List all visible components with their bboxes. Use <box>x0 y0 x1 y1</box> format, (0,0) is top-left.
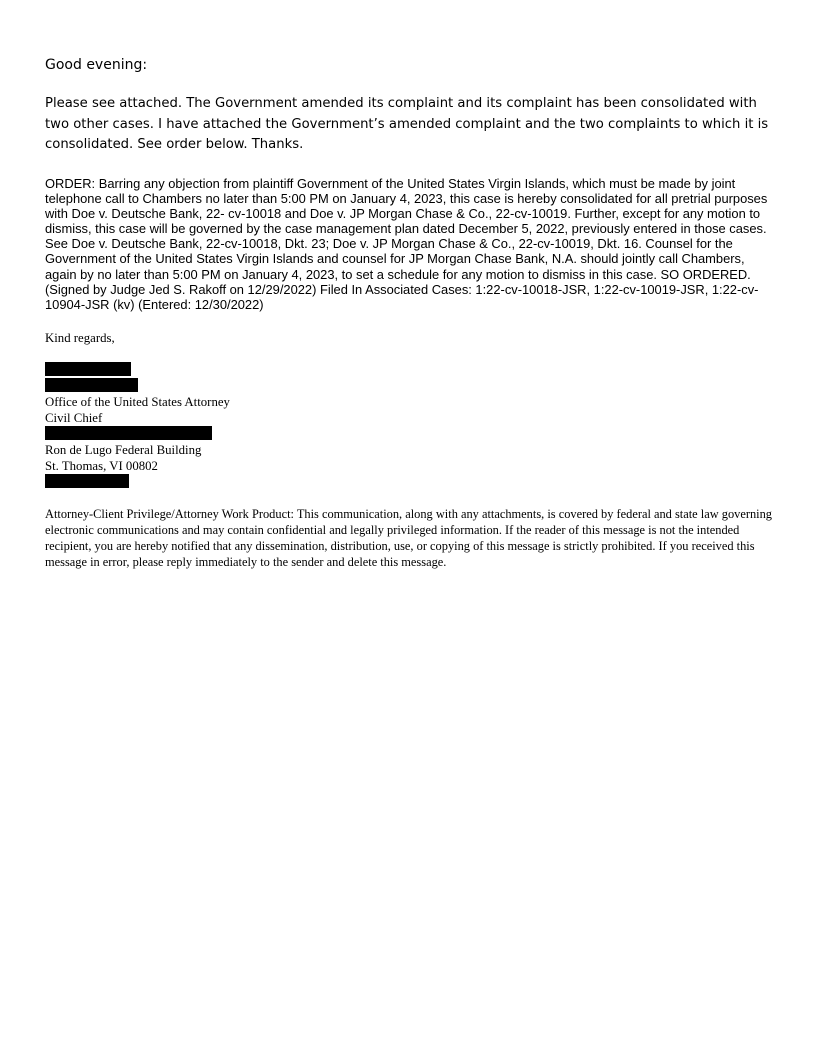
redacted-sender-name <box>45 362 131 376</box>
redacted-address-line <box>45 426 212 440</box>
redacted-phone <box>45 474 129 488</box>
privilege-notice: Attorney-Client Privilege/Attorney Work Product: This communication, along with any attachments, is covered by federal and state law governing electronic communications and may contain confidential and legally privileged information. If the reader of this message is not the intended recipient, you are hereby notified that any dissemination, distribution, use, or copying of this message is strictly prohibited. If you received this message in error, please reply immediately to the sender and delete this message. <box>45 507 773 569</box>
intro-paragraph: Please see attached. The Government amended its complaint and its complaint has been consolidated with two other cases. I have attached the Government’s amended complaint and the two complaints to which it is consolidated. See order below. Thanks. <box>45 96 769 152</box>
signature-city: St. Thomas, VI 00802 <box>45 459 158 473</box>
court-order-paragraph: ORDER: Barring any objection from plaintiff Government of the United States Virgin Islands, which must be made by joint telephone call to Chambers no later than 5:00 PM on January 4, 2023, this case is hereby consolidated for all pretrial purposes with Doe v. Deutsche Bank, 22- cv-10018 and Doe v. JP Morgan Chase & Co., 22-cv-10019. Further, except for any motion to dismiss, this case will be governed by the case management plan dated December 5, 2022, previously entered in those cases. See Doe v. Deutsche Bank, 22-cv-10018, Dkt. 23; Doe v. JP Morgan Chase & Co., 22-cv-10019, Dkt. 16. Counsel for the Government of the United States Virgin Islands and counsel for JP Morgan Chase Bank, N.A. should jointly call Chambers, again by no later than 5:00 PM on January 4, 2023, to set a schedule for any motion to dismiss in this case. SO ORDERED. (Signed by Judge Jed S. Rakoff on 12/29/2022) Filed In Associated Cases: 1:22-cv-10018-JSR, 1:22-cv-10019-JSR, 1:22-cv-10904-JSR (kv) (Entered: 12/30/2022) <box>45 176 768 312</box>
redacted-sender-title <box>45 378 138 392</box>
signature-title: Civil Chief <box>45 411 103 425</box>
signature-office: Office of the United States Attorney <box>45 395 230 409</box>
signature-building: Ron de Lugo Federal Building <box>45 443 202 457</box>
closing: Kind regards, <box>45 331 115 345</box>
greeting: Good evening: <box>45 57 148 73</box>
